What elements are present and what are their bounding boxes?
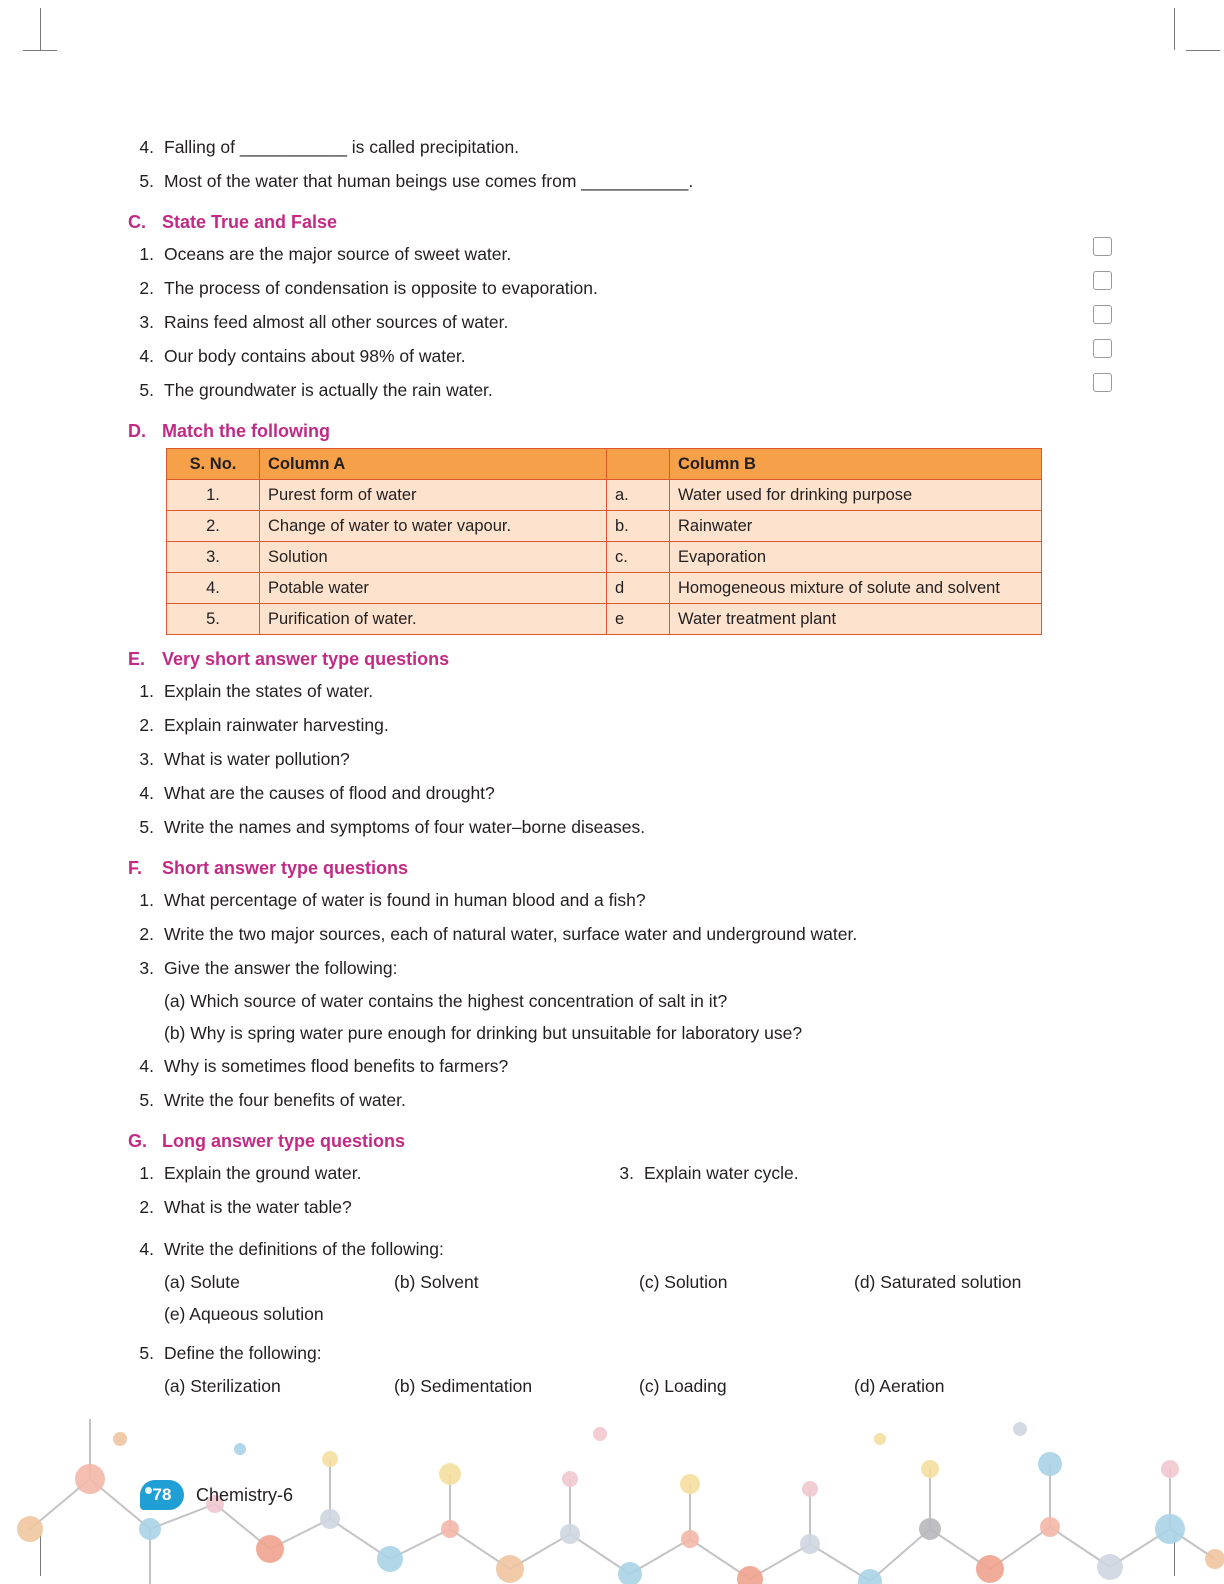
item-number: 1. (139, 890, 154, 910)
item-number: 4. (139, 137, 154, 157)
cell-sno: 1. (167, 480, 260, 511)
list-item (128, 674, 1088, 708)
cell-column-b: Homogeneous mixture of solute and solvent (670, 573, 1042, 604)
table-header-row (167, 449, 1042, 480)
list-item (128, 373, 1088, 407)
short-answer-list (128, 883, 1088, 1117)
crop-mark-top-left-horizontal (23, 50, 57, 51)
cell-column-a: Purification of water. (260, 604, 607, 635)
table-row (167, 573, 1042, 604)
definition-option: (d) Aeration (854, 1376, 945, 1396)
table-row (167, 542, 1042, 573)
list-item (128, 1190, 1088, 1224)
definition-options-row-1 (164, 1266, 1088, 1298)
match-the-following-table (166, 448, 1042, 635)
list-item (128, 1083, 1088, 1117)
answer-checkbox[interactable] (1093, 237, 1112, 256)
column-header-blank (607, 449, 670, 480)
item-text: What are the causes of flood and drought? (164, 783, 495, 803)
long-answer-list (128, 1156, 1088, 1402)
crop-mark-top-right-vertical (1174, 8, 1175, 50)
list-item (128, 883, 1088, 917)
sub-item-b: (b) Why is spring water pure enough for drinking but unsuitable for laboratory use? (164, 1023, 803, 1043)
item-text: Our body contains about 98% of water. (164, 346, 466, 366)
definition-option: (a) Sterilization (164, 1376, 281, 1396)
section-letter: D. (128, 421, 146, 441)
list-item (128, 776, 1088, 810)
crop-mark-top-right-horizontal (1186, 50, 1220, 51)
subject-label: Chemistry-6 (196, 1484, 294, 1505)
answer-checkbox[interactable] (1093, 373, 1112, 392)
item-number: 1. (139, 244, 154, 264)
item-text: Write the four benefits of water. (164, 1090, 406, 1110)
item-text: The groundwater is actually the rain water. (164, 380, 493, 400)
definition-option: (e) Aqueous solution (164, 1304, 324, 1324)
cell-column-a: Solution (260, 542, 607, 573)
cell-column-b: Evaporation (670, 542, 1042, 573)
table-row (167, 604, 1042, 635)
item-text: Give the answer the following: (164, 958, 398, 978)
item-text: Rains feed almost all other sources of water. (164, 312, 509, 332)
item-text: Why is sometimes flood benefits to farmers? (164, 1056, 509, 1076)
section-title: Short answer type questions (162, 858, 409, 878)
table-row (167, 480, 1042, 511)
list-item (128, 1232, 1088, 1266)
item-text: Explain rainwater harvesting. (164, 715, 389, 735)
item-number: 5. (139, 817, 154, 837)
cell-option-letter: b. (607, 511, 670, 542)
item-text: Most of the water that human beings use comes from ___________. (164, 171, 694, 191)
item-number: 3. (139, 312, 154, 332)
item-number: 5. (139, 1343, 154, 1363)
item-text: The process of condensation is opposite to evaporation. (164, 278, 598, 298)
list-item (128, 305, 1088, 339)
answer-checkbox-column (1093, 237, 1112, 407)
very-short-answer-list (128, 674, 1088, 844)
long-answer-item-1-wrap (128, 1156, 608, 1190)
section-heading-g (128, 1131, 1088, 1152)
answer-checkbox[interactable] (1093, 305, 1112, 324)
list-row (128, 1156, 1088, 1190)
column-header-b: Column B (670, 449, 1042, 480)
cell-column-a: Potable water (260, 573, 607, 604)
list-item (128, 708, 1088, 742)
cell-sno: 5. (167, 604, 260, 635)
cell-sno: 3. (167, 542, 260, 573)
definition-option: (b) Solvent (394, 1272, 479, 1292)
cell-sno: 2. (167, 511, 260, 542)
item-number: 3. (139, 958, 154, 978)
cell-column-a: Change of water to water vapour. (260, 511, 607, 542)
column-header-a: Column A (260, 449, 607, 480)
cell-sno: 4. (167, 573, 260, 604)
section-heading-f (128, 858, 1088, 879)
list-item (128, 951, 1088, 985)
item-number: 4. (139, 346, 154, 366)
page-number-badge: 78 (140, 1480, 184, 1510)
list-item (128, 1156, 608, 1190)
item-text: Explain the ground water. (164, 1163, 362, 1183)
item-number: 5. (139, 171, 154, 191)
section-title: Long answer type questions (162, 1131, 406, 1151)
list-item (128, 810, 1088, 844)
section-title: Very short answer type questions (162, 649, 450, 669)
cell-option-letter: c. (607, 542, 670, 573)
item-number: 4. (139, 783, 154, 803)
section-letter: E. (128, 649, 146, 669)
crop-mark-top-left-vertical (40, 8, 41, 50)
column-header-sno: S. No. (167, 449, 260, 480)
item-number: 2. (139, 278, 154, 298)
list-item (128, 237, 1088, 271)
list-item (128, 164, 1088, 198)
list-item (128, 742, 1088, 776)
list-item (128, 1049, 1088, 1083)
item-number: 1. (139, 681, 154, 701)
item-number: 2. (139, 924, 154, 944)
list-item (128, 917, 1088, 951)
item-text: Define the following: (164, 1343, 322, 1363)
long-answer-item-3-wrap (608, 1156, 799, 1190)
cell-column-a: Purest form of water (260, 480, 607, 511)
item-text: What is the water table? (164, 1197, 352, 1217)
section-title: State True and False (162, 212, 338, 232)
section-heading-d (128, 421, 1088, 442)
definition-option: (b) Sedimentation (394, 1376, 533, 1396)
section-heading-e (128, 649, 1088, 670)
list-item (608, 1156, 799, 1190)
cell-option-letter: e (607, 604, 670, 635)
definition-option: (d) Saturated solution (854, 1272, 1022, 1292)
section-title: Match the following (162, 421, 330, 441)
item-text: What is water pollution? (164, 749, 350, 769)
list-item (128, 339, 1088, 373)
cell-column-b: Rainwater (670, 511, 1042, 542)
answer-checkbox[interactable] (1093, 271, 1112, 290)
true-false-list (128, 237, 1088, 407)
item-text: What percentage of water is found in human blood and a fish? (164, 890, 646, 910)
item-text: Write the names and symptoms of four water–borne diseases. (164, 817, 646, 837)
section-letter: G. (128, 1131, 148, 1151)
answer-checkbox[interactable] (1093, 339, 1112, 358)
exercise-content (128, 130, 1088, 1402)
item-text: Oceans are the major source of sweet water. (164, 244, 512, 264)
item-number: 2. (139, 1197, 154, 1217)
item-number: 5. (139, 380, 154, 400)
section-letter: C. (128, 212, 146, 232)
item-number: 3. (619, 1163, 634, 1183)
item-number: 5. (139, 1090, 154, 1110)
item-text: Write the definitions of the following: (164, 1239, 444, 1259)
page-footer-tag (140, 1480, 293, 1510)
item-number: 4. (139, 1056, 154, 1076)
table-row (167, 511, 1042, 542)
item-number: 2. (139, 715, 154, 735)
item-number: 3. (139, 749, 154, 769)
item-text: Explain the states of water. (164, 681, 374, 701)
sub-item-a: (a) Which source of water contains the highest concentration of salt in it? (164, 991, 728, 1011)
definition-option: (c) Loading (639, 1376, 727, 1396)
item-text: Explain water cycle. (644, 1163, 799, 1183)
definition-options-row-3 (164, 1370, 1088, 1402)
cell-option-letter: d (607, 573, 670, 604)
item-number: 1. (139, 1163, 154, 1183)
section-heading-c (128, 212, 1088, 233)
definition-options-row-2 (164, 1298, 1088, 1330)
item-text: Write the two major sources, each of natural water, surface water and underground water. (164, 924, 858, 944)
cell-option-letter: a. (607, 480, 670, 511)
item-number: 4. (139, 1239, 154, 1259)
list-item (128, 1336, 1088, 1370)
list-item (128, 130, 1088, 164)
list-item (128, 271, 1088, 305)
definition-option: (a) Solute (164, 1272, 240, 1292)
section-letter: F. (128, 858, 143, 878)
item-text: Falling of ___________ is called precipitation. (164, 137, 520, 157)
cell-column-b: Water treatment plant (670, 604, 1042, 635)
definition-option: (c) Solution (639, 1272, 728, 1292)
cell-column-b: Water used for drinking purpose (670, 480, 1042, 511)
fill-blank-list (128, 130, 1088, 198)
